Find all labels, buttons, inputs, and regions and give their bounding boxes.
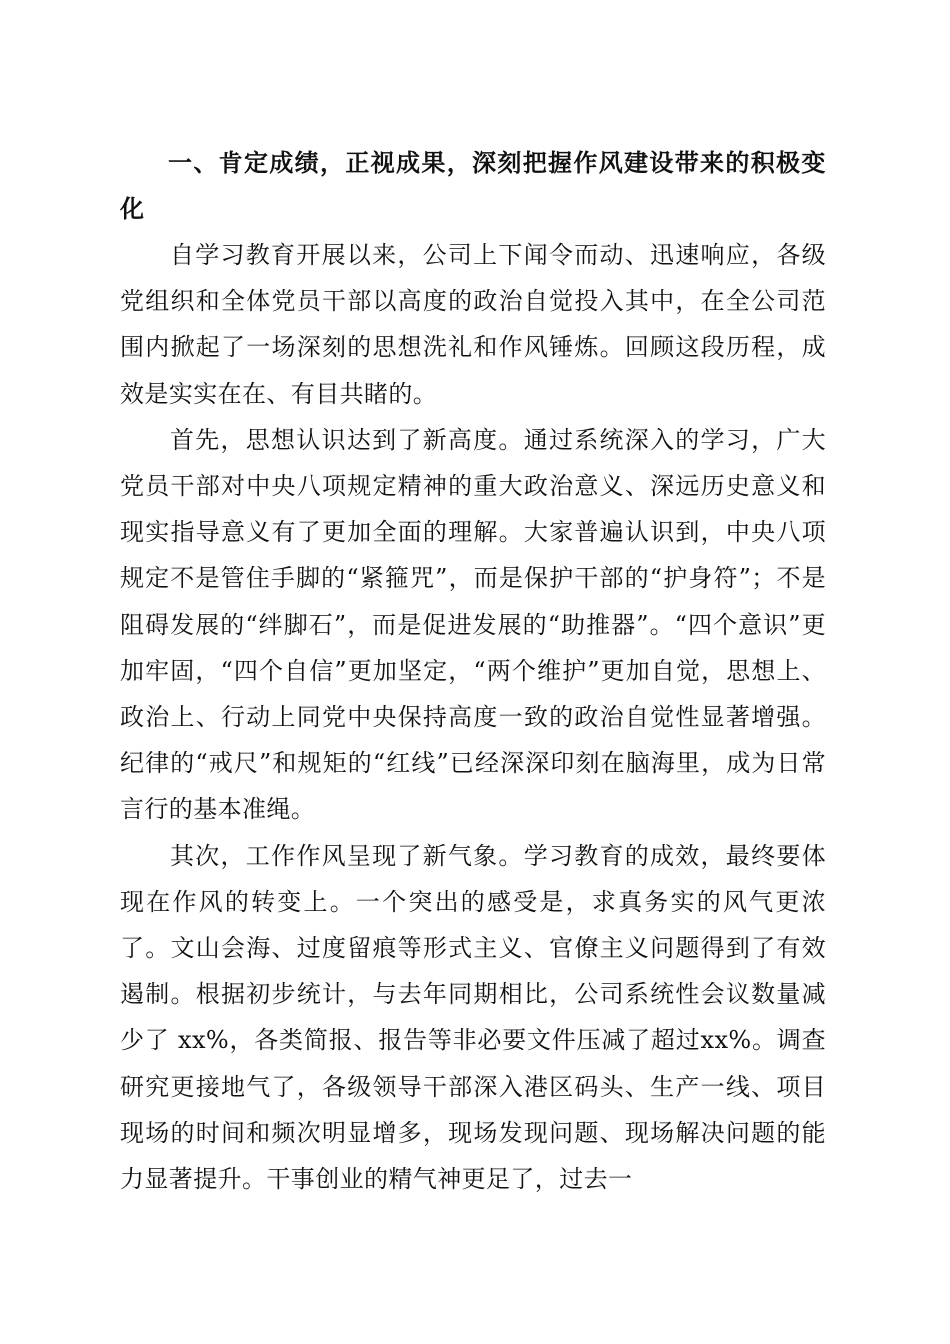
paragraph-workstyle: 其次，工作作风呈现了新气象。学习教育的成效，最终要体现在作风的转变上。一个突出的感受是，求真务实的风气更浓了。文山会海、过度留痕等形式主义、官僚主义问题得到了有效遏制。根据初步统计，与去年同期相比，公司系统性会议数量减少了 xx%，各类简报、报告等非必要文件压减了超过xx%。调查研究更接地气了，各级领导干部深入港区码头、生产一线、项目现场的时间和频次明显增多，现场发现问题、现场解决问题的能力显著提升。干事创业的精气神更足了，过去一 — [120, 841, 826, 1194]
section-heading: 一、肯定成绩，正视成果，深刻把握作风建设带来的积极变化 — [120, 149, 826, 223]
paragraph-thought: 首先，思想认识达到了新高度。通过系统深入的学习，广大党员干部对中央八项规定精神的重大政治意义、深远历史意义和现实指导意义有了更加全面的理解。大家普遍认识到，中央八项规定不是管住手脚的“紧箍咒”，而是保护干部的“护身符”；不是阻碍发展的“绊脚石”，而是促进发展的“助推器”。“四个意识”更加牢固，“四个自信”更加坚定，“两个维护”更加自觉，思想上、政治上、行动上同党中央保持高度一致的政治自觉性显著增强。纪律的“戒尺”和规矩的“红线”已经深深印刻在脑海里，成为日常言行的基本准绳。 — [120, 425, 826, 824]
document-page — [120, 140, 826, 1202]
paragraph-intro: 自学习教育开展以来，公司上下闻令而动、迅速响应，各级党组织和全体党员干部以高度的政治自觉投入其中，在全公司范围内掀起了一场深刻的思想洗礼和作风锤炼。回顾这段历程，成效是实实在在、有目共睹的。 — [120, 241, 826, 408]
